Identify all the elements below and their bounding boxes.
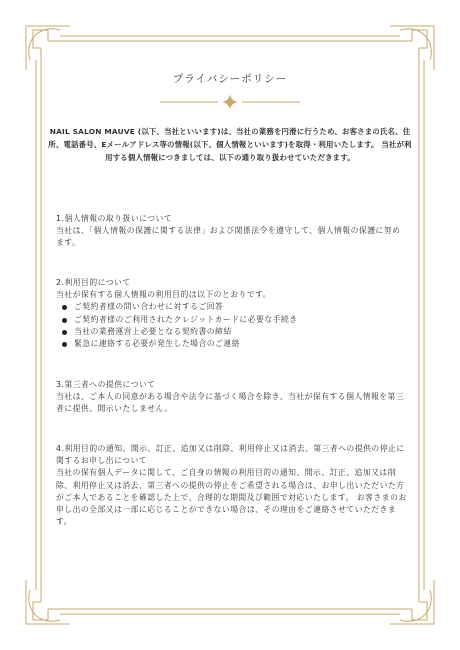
section-heading: 1.個人情報の取り扱いについて: [56, 214, 173, 223]
page-title: プライバシーポリシー: [172, 73, 288, 85]
list-item: 緊急に連絡する必要が発生した場合のご連絡: [62, 338, 408, 350]
section-4: [56, 443, 408, 528]
section-heading: 3.第三者への提供について: [56, 380, 156, 389]
section-1: [56, 213, 408, 250]
bullet-icon: [62, 318, 67, 323]
bullet-icon: [62, 330, 67, 335]
bullet-icon: [62, 305, 67, 310]
list-item: ご契約者様の問い合わせに対するご回答: [62, 301, 408, 313]
section-heading: 2.利用目的について: [56, 278, 131, 287]
section-body: 当社は、ご本人の同意がある場合や法令に基づく場合を除き、当社が保有する個人情報を第三者に提供、開示いたしません。: [56, 392, 405, 414]
section-body: 当社の保有個人データに関して、ご自身の情報の利用目的の通知、開示、訂正、追加又は削除、利用停止又は消去、第三者への提供の停止をご希望される場合は、お申し出いただいた方がご本人であることを確認した上で、合理的な期間及び範囲で対応いたします。 お客さまのお申し出の全部又は一部に応じることができない場合は、その理由をご連絡させていただきます。: [56, 468, 407, 527]
list-item: ご契約者様のご利用されたクレジットカードに必要な手続き: [62, 314, 408, 326]
bullet-icon: [62, 342, 67, 347]
list-item: 当社の業務運営上必要となる契約書の締結: [62, 326, 408, 338]
section-2: [56, 277, 408, 350]
section-body: 当社が保有する個人情報の利用目的は以下のとおりです。: [56, 290, 272, 300]
section-3: [56, 379, 408, 416]
section-heading: 4.利用目的の通知、開示、訂正、追加又は削除、利用停止又は消去、第三者への提供の停止に関するお申し出について: [56, 444, 405, 466]
intro-paragraph: NAIL SALON MAUVE (以下、当社といいます)は、当社の業務を円滑に行うため、お客さまの氏名、住所、電話番号、Eメールアドレス等の情報(以下、個人情報といいます)を取得・利用いたします。 当社が利用する個人情報につきましては、以下の通り取り扱わせていただきます。: [48, 127, 412, 162]
diamond-divider: [150, 92, 310, 112]
section-body: 当社は、「個人情報の保護に関する法律」および関係法令を遵守して、個人情報の保護に努めます。: [56, 226, 401, 248]
purpose-list: [56, 301, 408, 350]
